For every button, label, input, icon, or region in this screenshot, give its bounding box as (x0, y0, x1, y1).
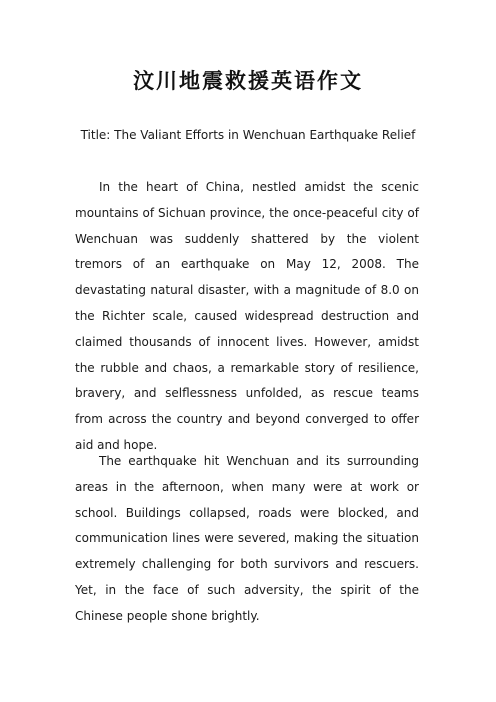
paragraph-1: In the heart of China, nestled amidst the scenic mountains of Sichuan province, the once-peaceful city of Wenchuan was suddenly shattered by the violent tremors of an earthquake on May 12, 2008. The devastating natural disaster, with a magnitude of 8.0 on the Richter scale, caused widespread destruction and claimed thousands of innocent lives. However, amidst the rubble and chaos, a remarkable story of resilience, bravery, and selflessness unfolded, as rescue teams from across the country and beyond converged to offer aid and hope. (75, 180, 419, 452)
essay-title-line: Title: The Valiant Efforts in Wenchuan Earthquake Relief (80, 128, 416, 142)
document-heading: 汶川地震救援英语作文 (133, 68, 363, 93)
paragraph-2: The earthquake hit Wenchuan and its surrounding areas in the afternoon, when many were at work or school. Buildings collapsed, roads were blocked, and communication lines were severed, making the situation extremely challenging for both survivors and rescuers. Yet, in the face of such adversity, the spirit of the Chinese people shone brightly. (75, 454, 419, 623)
